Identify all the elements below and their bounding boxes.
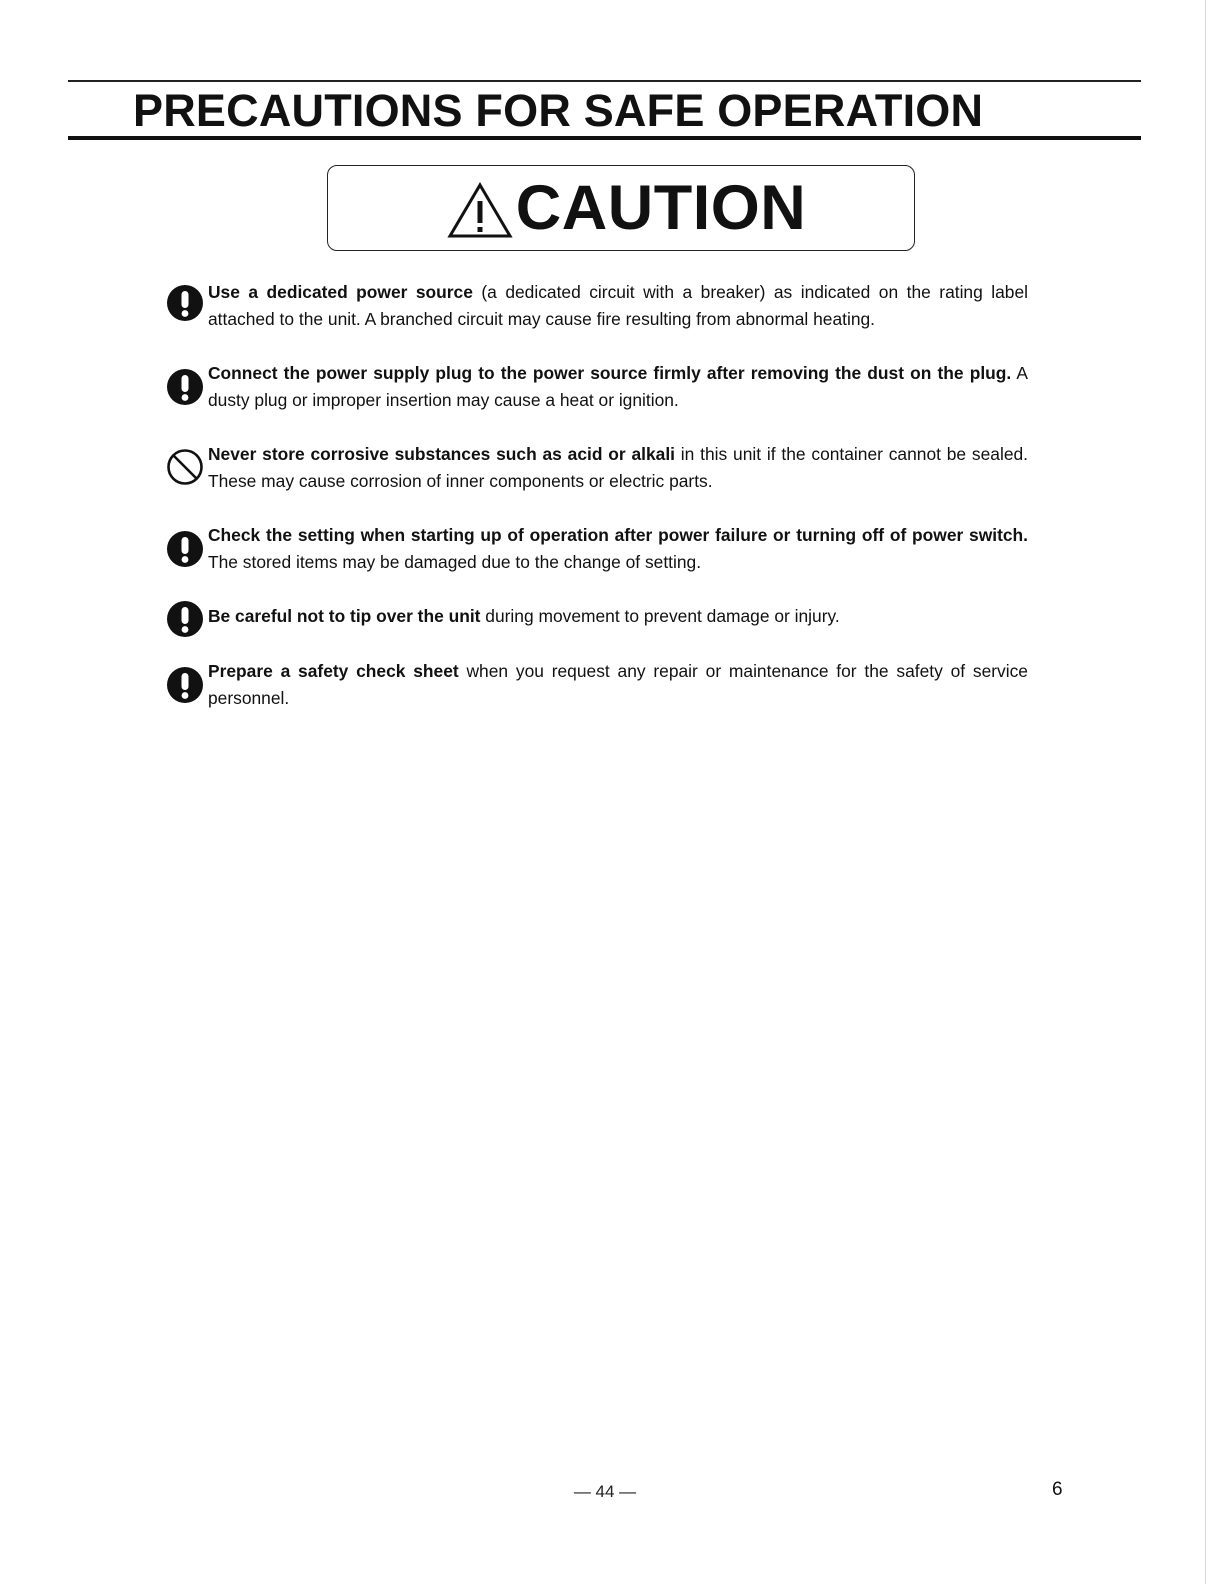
warning-triangle-icon: [446, 180, 514, 240]
scan-edge-line: [1205, 0, 1206, 1584]
prohibition-icon: [166, 448, 204, 486]
precaution-text: [208, 658, 1028, 712]
precaution-item-power-plug: [166, 360, 1028, 414]
page-title: PRECAUTIONS FOR SAFE OPERATION: [133, 85, 984, 136]
precaution-rest: in this unit if the container cannot be sealed. These may cause corrosion of inner components or electric parts.: [208, 444, 1028, 491]
precaution-rest: A dusty plug or improper insertion may cause a heat or ignition.: [208, 363, 1028, 410]
mandatory-exclamation-icon: [166, 530, 204, 568]
caution-label: CAUTION: [515, 173, 807, 243]
precaution-text: [208, 279, 1028, 333]
mandatory-exclamation-icon: [166, 666, 204, 704]
precaution-bold: Prepare a safety check sheet: [208, 661, 459, 681]
precaution-text: [208, 360, 1028, 414]
precaution-item-safety-sheet: [166, 658, 1028, 712]
mandatory-exclamation-icon: [166, 284, 204, 322]
precaution-bold: Be careful not to tip over the unit: [208, 606, 481, 626]
precaution-bold: Use a dedicated power source: [208, 282, 473, 302]
precaution-rest: during movement to prevent damage or injury.: [480, 606, 840, 626]
caution-banner: [327, 165, 915, 251]
mandatory-exclamation-icon: [166, 368, 204, 406]
precaution-bold: Check the setting when starting up of operation after power failure or turning off of power switch.: [208, 525, 1028, 545]
precaution-rest: The stored items may be damaged due to the change of setting.: [208, 552, 702, 572]
precaution-bold: Never store corrosive substances such as acid or alkali: [208, 444, 675, 464]
mandatory-exclamation-icon: [166, 600, 204, 638]
page-number-center: — 44 —: [573, 1482, 637, 1501]
precaution-item-check-setting: [166, 522, 1028, 576]
page-number-right: 6: [1052, 1479, 1063, 1500]
precaution-item-dedicated-power: [166, 279, 1028, 333]
precaution-item-corrosive: [166, 441, 1028, 495]
title-bottom-rule: [68, 136, 1141, 140]
precaution-rest: (a dedicated circuit with a breaker) as indicated on the rating label attached to the unit. A branched circuit may cause fire resulting from abnormal heating.: [208, 282, 1028, 329]
precaution-item-tip-over: [166, 603, 1028, 630]
precaution-rest: when you request any repair or maintenance for the safety of service personnel.: [208, 661, 1028, 708]
precaution-text: [208, 522, 1028, 576]
title-top-rule: [68, 80, 1141, 82]
precaution-text: [208, 441, 1028, 495]
precaution-bold: Connect the power supply plug to the power source firmly after removing the dust on the plug.: [208, 363, 1012, 383]
precaution-text: [208, 603, 1028, 630]
